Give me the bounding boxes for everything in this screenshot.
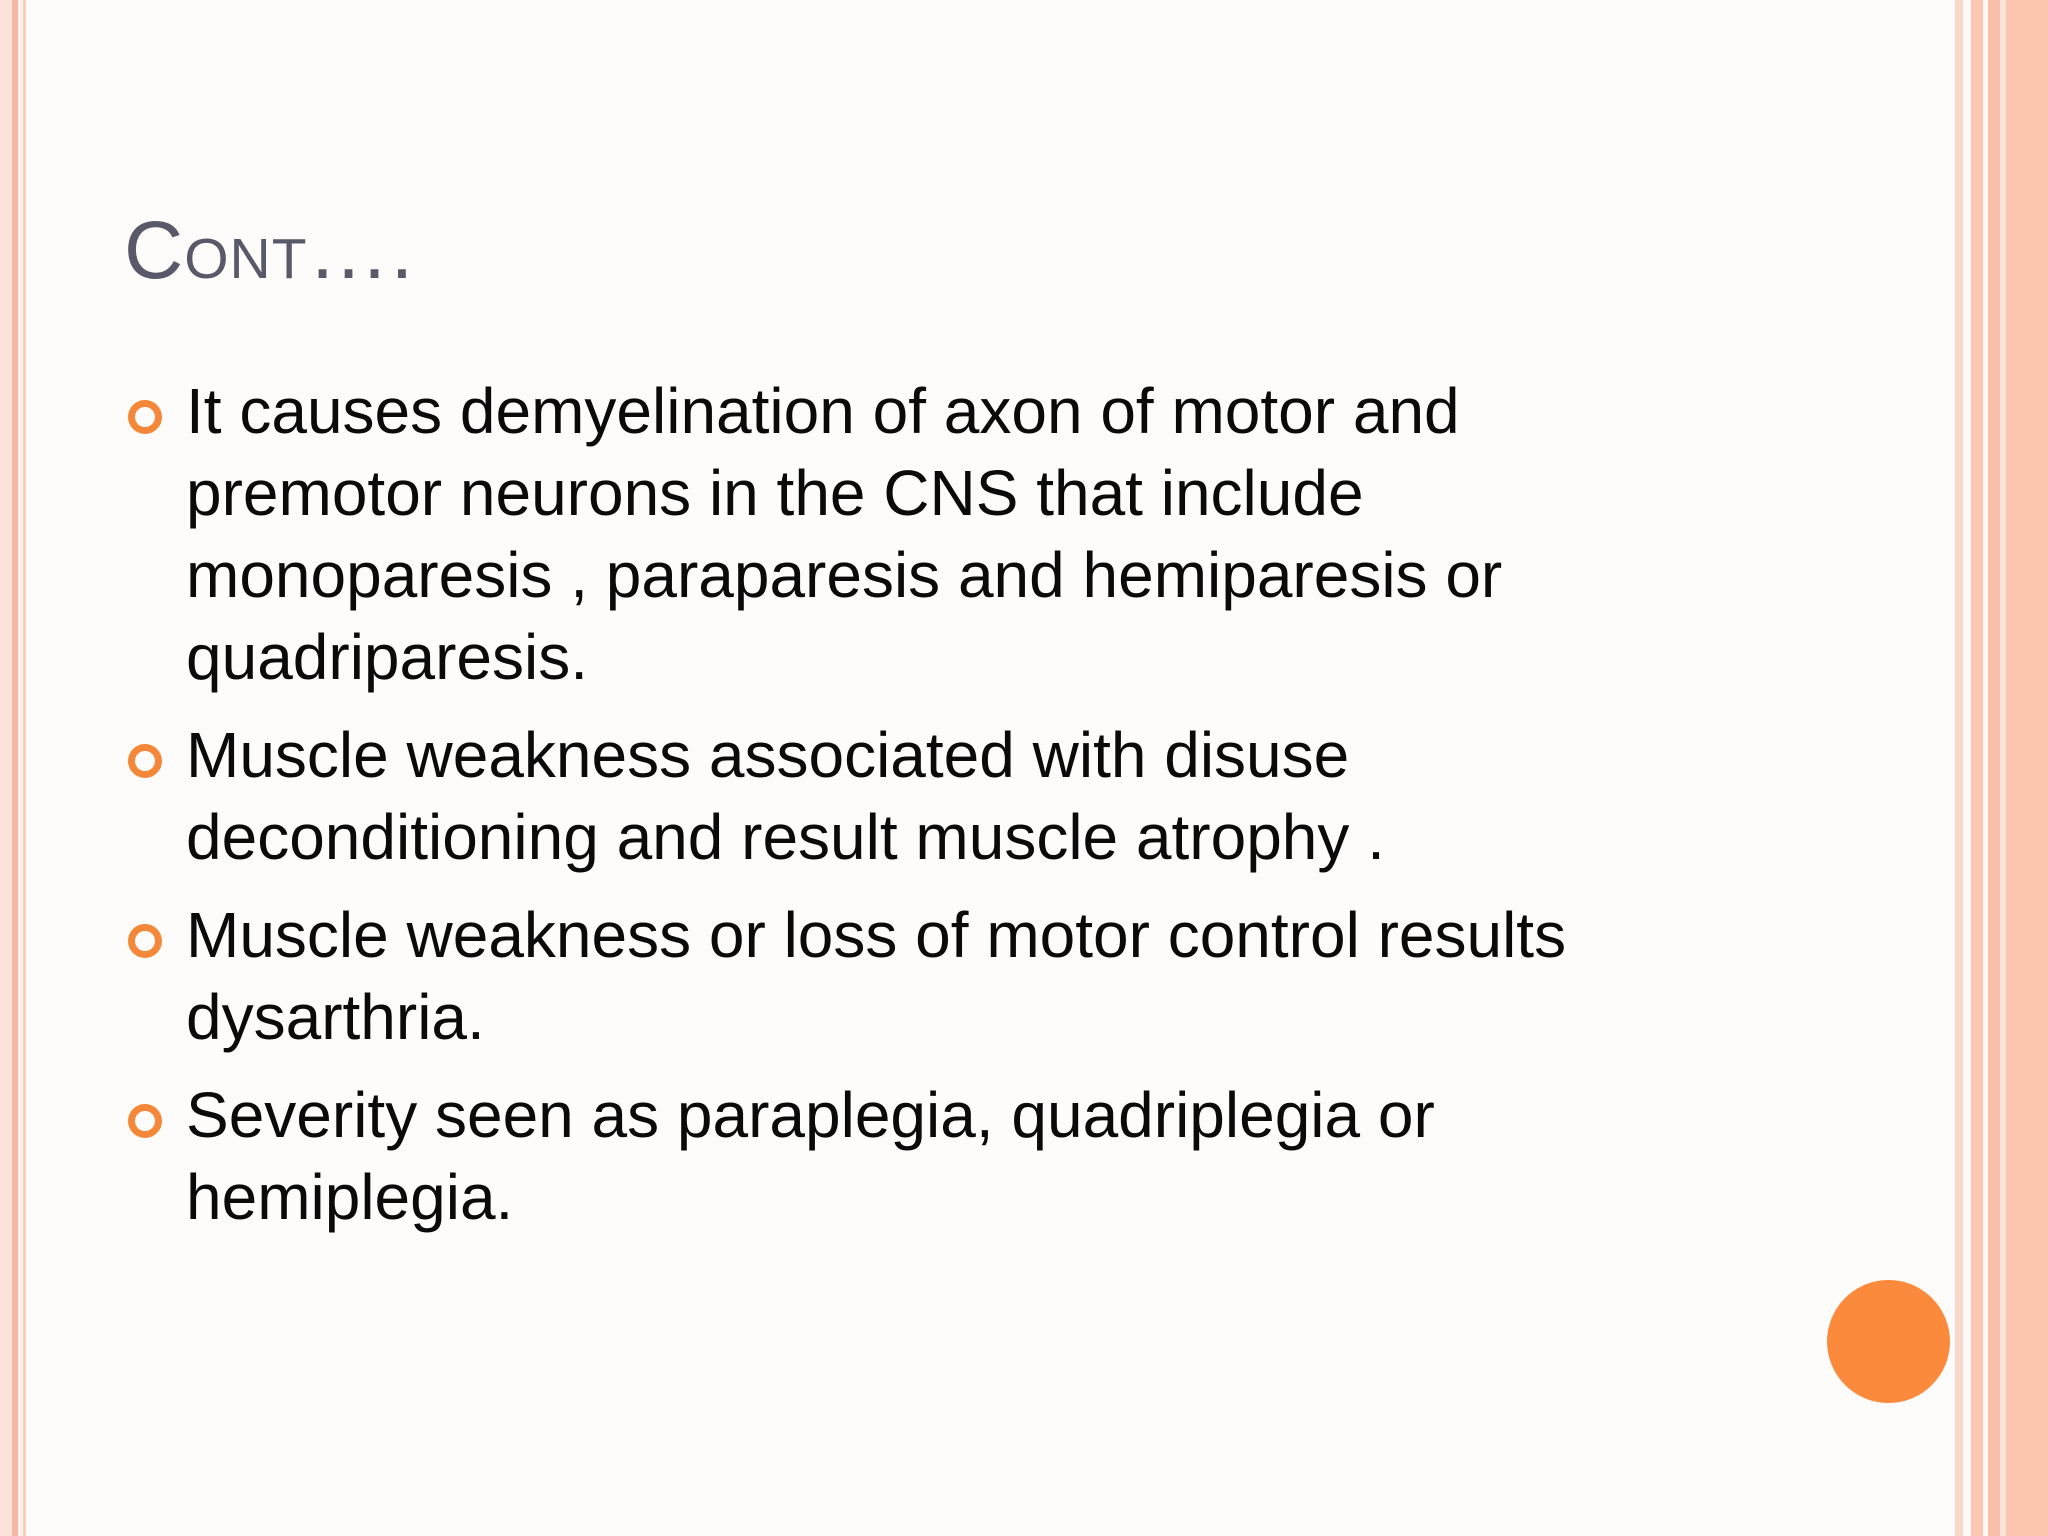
ring-bullet-icon [128,744,162,778]
bullet-item [124,1074,1724,1238]
ring-bullet-icon [128,1104,162,1138]
decorative-circle-icon [1827,1280,1950,1403]
right-frame-stripe [1955,0,1963,1536]
slide-title: Cont…. [124,205,415,296]
right-frame-stripe [1971,0,1983,1536]
left-frame-stripe [0,0,12,1536]
bullet-text: Muscle weakness or loss of motor control results dysarthria. [186,899,1567,1053]
left-frame-stripe [23,0,26,1536]
bullet-item [124,894,1724,1058]
bullet-text: Severity seen as paraplegia, quadriplegia or hemiplegia. [186,1079,1435,1233]
bullet-text: It causes demyelination of axon of motor and premotor neurons in the CNS that include monoparesis , paraparesis and hemiparesis or quadriparesis. [186,375,1503,693]
bullet-list [124,370,1724,1254]
bullet-text: Muscle weakness associated with disuse deconditioning and result muscle atrophy . [186,719,1385,873]
right-frame-stripe [1988,0,2000,1536]
bullet-item [124,370,1724,698]
right-frame-stripe [1963,0,1971,1536]
right-frame-stripe [2006,0,2048,1536]
bullet-item [124,714,1724,878]
ring-bullet-icon [128,924,162,958]
ring-bullet-icon [128,400,162,434]
